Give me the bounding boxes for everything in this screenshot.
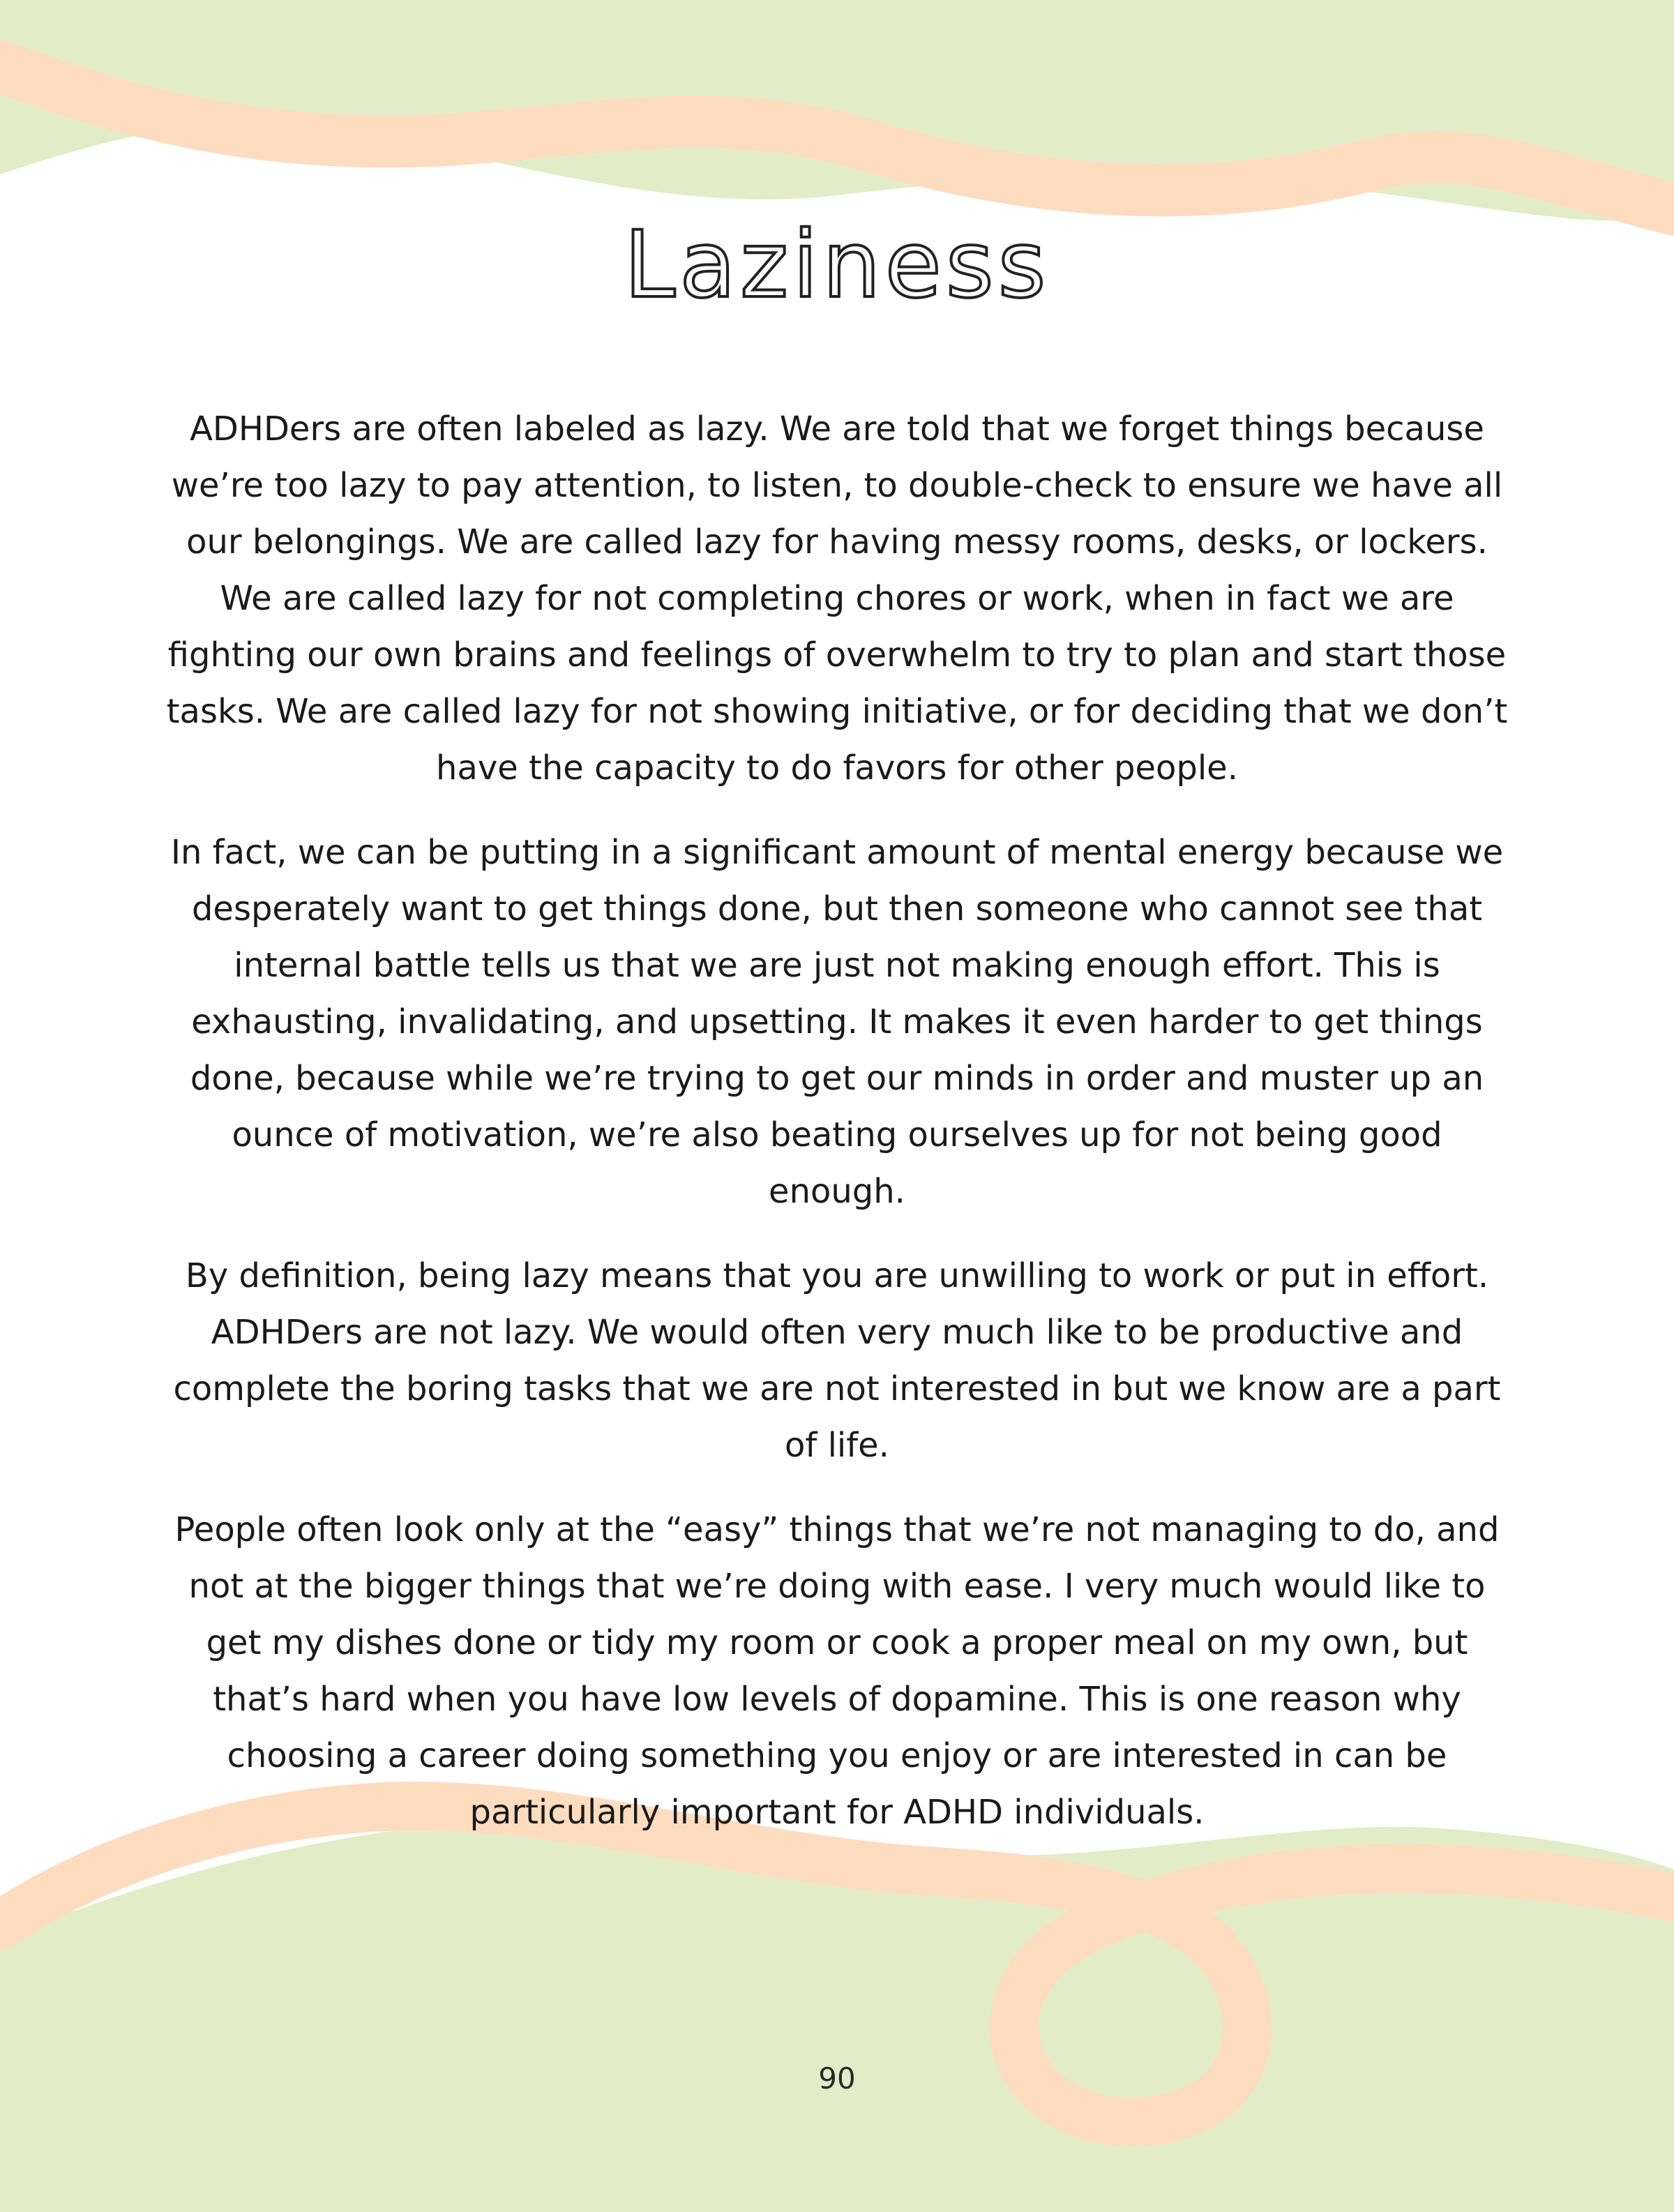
paragraph: People often look only at the “easy” things that we’re not managing to do, and not at the bigger things that we’re doing with ease. I very much would like to get my dishes done or tidy my room or cook a proper meal on my own, but that’s hard when you have low levels of dopamine. This is one reason why choosing a career doing something you enjoy or are interested in can be particularly important for ADHD individuals. [174,1510,1500,1832]
paragraph: By definition, being lazy means that you are unwilling to work or put in effort. ADHDers are not lazy. We would often very much like to be productive and complete the boring tasks that we are not interested in but we know are a part of life. [173,1256,1501,1465]
body-text [160,401,1514,1869]
page-title: Laziness [624,211,1050,319]
page-number: 90 [818,2061,856,2096]
paragraph: In fact, we can be putting in a significant amount of mental energy because we desperately want to get things done, but then someone who cannot see that internal battle tells us that we are just not making enough effort. This is exhausting, invalidating, and upsetting. It makes it even harder to get things done, because while we’re trying to get our minds in order and muster up an ounce of motivation, we’re also beating ourselves up for not being good enough. [170,833,1504,1211]
paragraph: ADHDers are often labeled as lazy. We are told that we forget things because we’re too lazy to pay attention, to listen, to double-check to ensure we have all our belongings. We are called lazy for having messy rooms, desks, or lockers. We are called lazy for not completing chores or work, when in fact we are fighting our own brains and feelings of overwhelm to try to plan and start those tasks. We are called lazy for not showing initiative, or for deciding that we don’t have the capacity to do favors for other people. [166,409,1508,788]
